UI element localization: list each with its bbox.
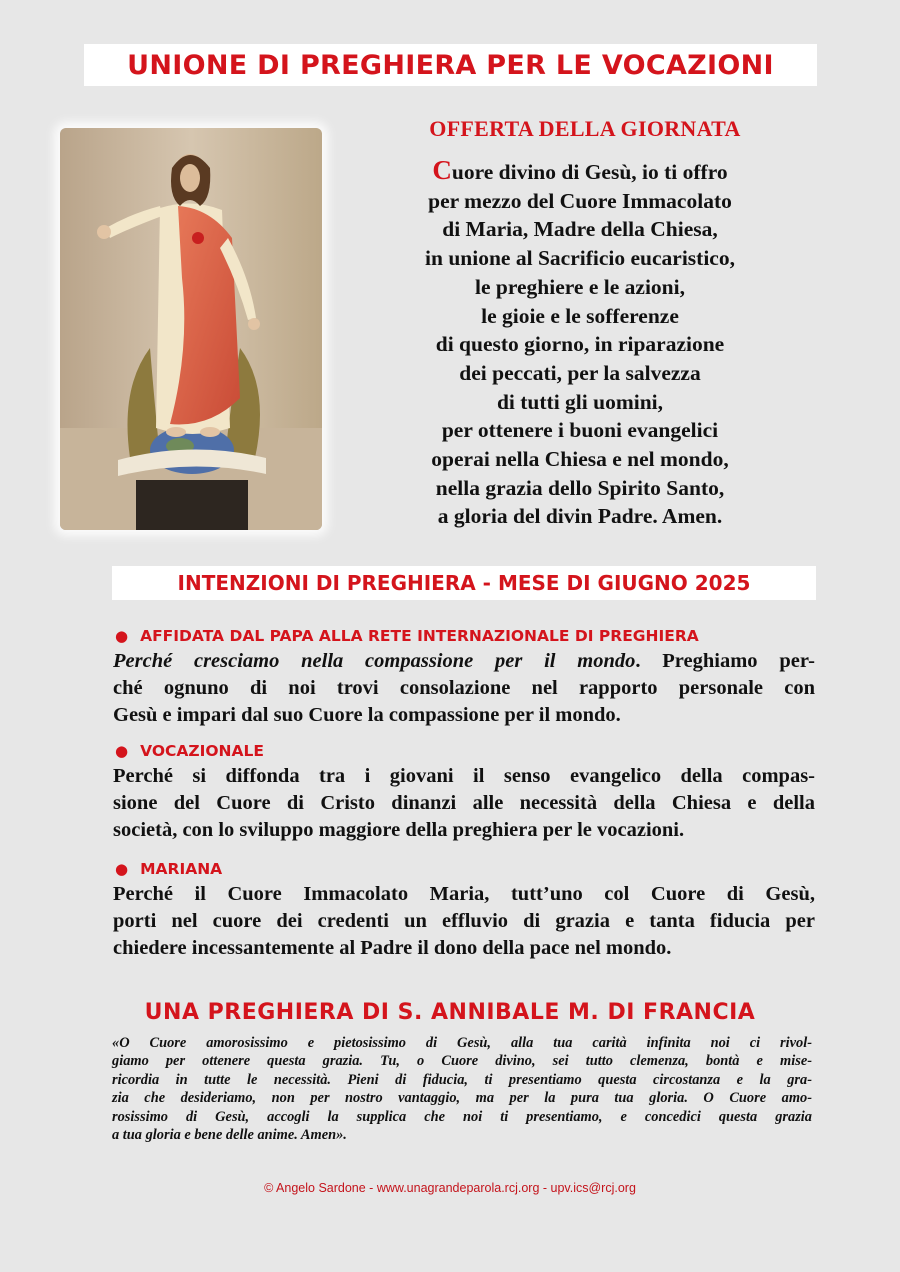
- bullet-icon: ●: [115, 627, 129, 645]
- sacred-heart-statue-image: [60, 128, 322, 530]
- offering-line: per ottenere i buoni evangelici: [441, 418, 719, 443]
- intention-text: Perché si diffonda tra i giovani il senso evangelico della compas- sione del Cuore di Cristo dinanzi alle necessità della Chiesa e della società, con lo sviluppo maggiore della preghiera per le vocazioni.: [113, 765, 815, 841]
- page-title: UNIONE DI PREGHIERA PER LE VOCAZIONI: [127, 49, 774, 81]
- offering-line: operai nella Chiesa e nel mondo,: [431, 447, 729, 472]
- intention-heading: ● MARIANA: [115, 860, 223, 878]
- annibale-prayer: «O Cuore amorosissimo e pietosissimo di Gesù, alla tua carità infinita noi ci rivol- giamo per ottenere questa grazia. Tu, o Cuore divino, sei tutto clemenza, bontà e mise- ricordia in tutte le necessità. Pieni di fiducia, ti presentiamo questa circostanza e la gra- zia che desideriamo, non per nostro vantaggio, ma per la pura tua gloria. O Cuore amo- rosissimo di Gesù, accogli la supplica che noi ti presentiamo, e concedici questa grazia a tua gloria e bene delle anime. Amen».: [112, 1035, 812, 1144]
- bullet-icon: ●: [115, 742, 129, 760]
- intentions-title: INTENZIONI DI PREGHIERA - MESE DI GIUGNO 2025: [177, 571, 751, 595]
- intention-vocazionale: [113, 740, 815, 844]
- offering-line: le gioie e le sofferenze: [481, 303, 679, 328]
- intention-heading: ● VOCAZIONALE: [115, 742, 264, 760]
- intentions-title-box: [112, 566, 816, 600]
- bullet-icon: ●: [115, 860, 129, 878]
- intention-mariana: [113, 858, 815, 962]
- offering-line: le preghiere e le azioni,: [475, 274, 685, 299]
- intention-text: Perché il Cuore Immacolato Maria, tutt’uno col Cuore di Gesù, porti nel cuore dei credenti un effluvio di grazia e tanta fiducia per chiedere incessantemente al Padre il dono della pace nel mondo.: [113, 883, 815, 959]
- offering-title: OFFERTA DELLA GIORNATA: [429, 116, 741, 141]
- offering-prayer: [340, 156, 820, 531]
- offering-line: dei peccati, per la salvezza: [459, 360, 701, 385]
- title-box: [84, 44, 817, 86]
- intention-text: Perché cresciamo nella compassione per il mondo. Preghiamo per- ché ognuno di noi trovi consolazione nel rapporto personale con Gesù e impari dal suo Cuore la compassione per il mondo.: [113, 650, 815, 726]
- dropcap: C: [432, 155, 452, 185]
- annibale-title: UNA PREGHIERA DI S. ANNIBALE M. DI FRANCIA: [144, 1000, 756, 1025]
- footer-credits: © Angelo Sardone - www.unagrandeparola.rcj.org - upv.ics@rcj.org: [264, 1181, 636, 1195]
- offering-line: di Maria, Madre della Chiesa,: [442, 217, 718, 242]
- offering-line: nella grazia dello Spirito Santo,: [435, 475, 725, 500]
- intention-papa: [113, 625, 815, 729]
- intention-heading: ● AFFIDATA DAL PAPA ALLA RETE INTERNAZIONALE DI PREGHIERA: [115, 627, 699, 645]
- offering-line: Cuore divino di Gesù, io ti offro: [432, 155, 728, 185]
- offering-line: di tutti gli uomini,: [496, 389, 664, 414]
- offering-line: a gloria del divin Padre. Amen.: [437, 504, 723, 529]
- offering-line: in unione al Sacrificio eucaristico,: [425, 246, 735, 271]
- offering-line: per mezzo del Cuore Immacolato: [428, 188, 732, 213]
- offering-line: di questo giorno, in riparazione: [435, 332, 725, 357]
